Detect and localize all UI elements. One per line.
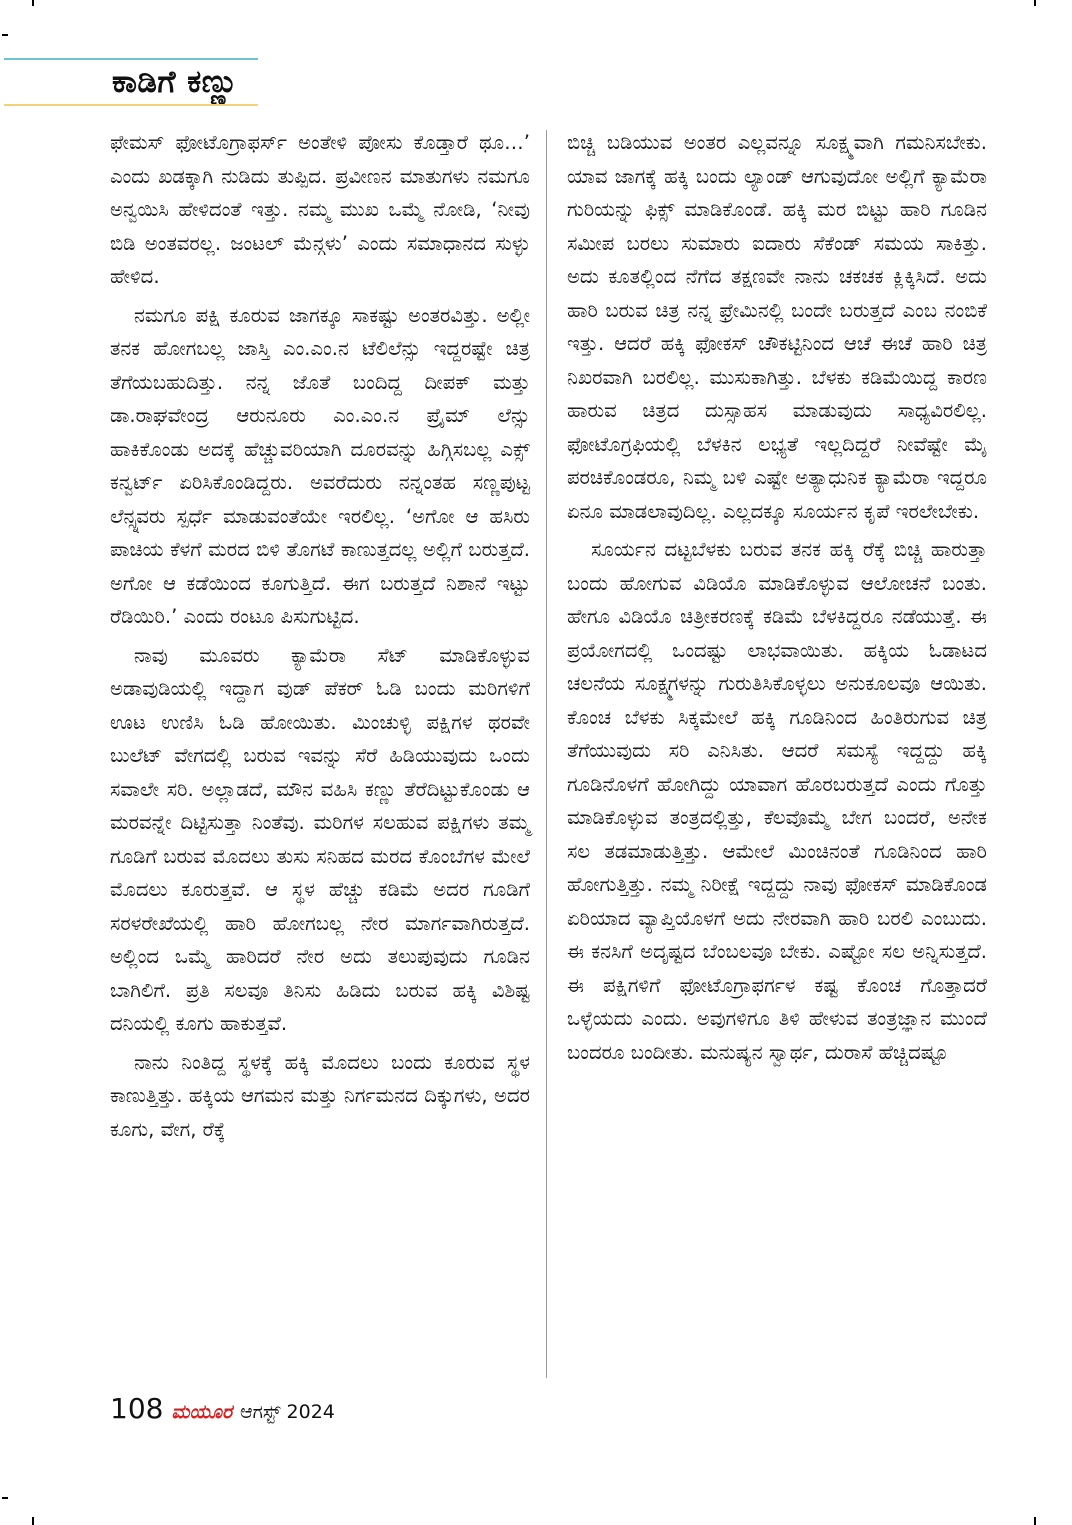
crop-mark	[1034, 0, 1036, 6]
paragraph: ನಾವು ಮೂವರು ಕ್ಯಾಮೆರಾ ಸೆಟ್ ಮಾಡಿಕೊಳ್ಳುವ ಅಡಾವುಡಿಯಲ್ಲಿ ಇದ್ದಾಗ ವುಡ್ ಪೆಕರ್ ಓಡಿ ಬಂದು ಮರಿಗಳಿಗೆ ಊಟ ಉಣಿಸಿ ಓಡಿ ಹೋಯಿತು. ಮಿಂಚುಳ್ಳಿ ಪಕ್ಷಿಗಳ ಥರವೇ ಬುಲೆಟ್ ವೇಗದಲ್ಲಿ ಬರುವ ಇವನ್ನು ಸೆರೆ ಹಿಡಿಯುವುದು ಒಂದು ಸವಾಲೇ ಸರಿ. ಅಲ್ಲಾಡದೆ, ಮೌನ ವಹಿಸಿ ಕಣ್ಣು ತೆರೆದಿಟ್ಟುಕೊಂಡು ಆ ಮರವನ್ನೇ ದಿಟ್ಟಿಸುತ್ತಾ ನಿಂತೆವು. ಮರಿಗಳ ಸಲಹುವ ಪಕ್ಷಿಗಳು ತಮ್ಮ ಗೂಡಿಗೆ ಬರುವ ಮೊದಲು ತುಸು ಸನಿಹದ ಮರದ ಕೊಂಬೆಗಳ ಮೇಲೆ ಮೊದಲು ಕೂರುತ್ತವೆ. ಆ ಸ್ಥಳ ಹೆಚ್ಚು ಕಡಿಮೆ ಅದರ ಗೂಡಿಗೆ ಸರಳರೇಖೆಯಲ್ಲಿ ಹಾರಿ ಹೋಗಬಲ್ಲ ನೇರ ಮಾರ್ಗವಾಗಿರುತ್ತದೆ. ಅಲ್ಲಿಂದ ಒಮ್ಮೆ ಹಾರಿದರೆ ನೇರ ಅದು ತಲುಪುವುದು ಗೂಡಿನ ಬಾಗಿಲಿಗೆ. ಪ್ರತಿ ಸಲವೂ ತಿನಿಸು ಹಿಡಿದು ಬರುವ ಹಕ್ಕಿ ವಿಶಿಷ್ಟ ದನಿಯಲ್ಲಿ ಕೂಗು ಹಾಕುತ್ತವೆ.	[110, 643, 530, 1035]
header-accent-rule-bottom	[4, 104, 258, 106]
paragraph: ಸೂರ್ಯನ ದಟ್ಟಬೆಳಕು ಬರುವ ತನಕ ಹಕ್ಕಿ ರೆಕ್ಕೆ ಬಿಚ್ಚಿ ಹಾರುತ್ತಾ ಬಂದು ಹೋಗುವ ವಿಡಿಯೊ ಮಾಡಿಕೊಳ್ಳುವ ಆಲೋಚನೆ ಬಂತು. ಹೇಗೂ ವಿಡಿಯೊ ಚಿತ್ರೀಕರಣಕ್ಕೆ ಕಡಿಮೆ ಬೆಳಕಿದ್ದರೂ ನಡೆಯುತ್ತೆ. ಈ ಪ್ರಯೋಗದಲ್ಲಿ ಒಂದಷ್ಟು ಲಾಭವಾಯಿತು. ಹಕ್ಕಿಯ ಓಡಾಟದ ಚಲನೆಯ ಸೂಕ್ಷ್ಮಗಳನ್ನು ಗುರುತಿಸಿಕೊಳ್ಳಲು ಅನುಕೂಲವೂ ಆಯಿತು. ಕೊಂಚ ಬೆಳಕು ಸಿಕ್ಕಮೇಲೆ ಹಕ್ಕಿ ಗೂಡಿನಿಂದ ಹಿಂತಿರುಗುವ ಚಿತ್ರ ತೆಗೆಯುವುದು ಸರಿ ಎನಿಸಿತು. ಆದರೆ ಸಮಸ್ಯೆ ಇದ್ದದ್ದು ಹಕ್ಕಿ ಗೂಡಿನೊಳಗೆ ಹೋಗಿದ್ದು ಯಾವಾಗ ಹೊರಬರುತ್ತದೆ ಎಂದು ಗೊತ್ತು ಮಾಡಿಕೊಳ್ಳುವ ತಂತ್ರದಲ್ಲಿತ್ತು, ಕೆಲವೊಮ್ಮೆ ಬೇಗ ಬಂದರೆ, ಅನೇಕ ಸಲ ತಡಮಾಡುತ್ತಿತ್ತು. ಆಮೇಲೆ ಮಿಂಚಿನಂತೆ ಗೂಡಿನಿಂದ ಹಾರಿ ಹೋಗುತ್ತಿತ್ತು. ನಮ್ಮ ನಿರೀಕ್ಷೆ ಇದ್ದದ್ದು ನಾವು ಫೋಕಸ್ ಮಾಡಿಕೊಂಡ ಏರಿಯಾದ ವ್ಯಾಪ್ತಿಯೊಳಗೆ ಅದು ನೇರವಾಗಿ ಹಾರಿ ಬರಲಿ ಎಂಬುದು. ಈ ಕನಸಿಗೆ ಅದೃಷ್ಟದ ಬೆಂಬಲವೂ ಬೇಕು. ಎಷ್ಟೋ ಸಲ ಅನ್ನಿಸುತ್ತದೆ. ಈ ಪಕ್ಷಿಗಳಿಗೆ ಫೋಟೊಗ್ರಾಫರ್ಗಳ ಕಷ್ಟ ಕೊಂಚ ಗೊತ್ತಾದರೆ ಒಳ್ಳೆಯದು ಎಂದು. ಅವುಗಳಿಗೂ ತಿಳಿ ಹೇಳುವ ತಂತ್ರಜ್ಞಾನ ಮುಂದೆ ಬಂದರೂ ಬಂದೀತು. ಮನುಷ್ಯನ ಸ್ವಾರ್ಥ, ದುರಾಸೆ ಹೆಚ್ಚಿದಷ್ಟೂ	[567, 538, 987, 1064]
section-title: ಕಾಡಿಗೆ ಕಣ್ಣು	[112, 64, 239, 100]
crop-mark	[1034, 1517, 1036, 1525]
paragraph: ಫೇಮಸ್ ಫೋಟೊಗ್ರಾಫರ್ಸ್ ಅಂತೇಳಿ ಪೋಸು ಕೊಡ್ತಾರೆ ಥೂ…’ ಎಂದು ಖಡಕ್ಕಾಗಿ ನುಡಿದು ತುಪ್ಪಿದ. ಪ್ರವೀಣನ ಮಾತುಗಳು ನಮಗೂ ಅನ್ವಯಿಸಿ ಹೇಳಿದಂತೆ ಇತ್ತು. ನಮ್ಮ ಮುಖ ಒಮ್ಮೆ ನೋಡಿ, ‘ನೀವು ಬಿಡಿ ಅಂತವರಲ್ಲ. ಜಂಟಲ್ ಮೆನ್ಗಳು’ ಎಂದು ಸಮಾಧಾನದ ಸುಳ್ಳು ಹೇಳಿದ.	[110, 131, 530, 288]
crop-mark	[32, 0, 34, 6]
paragraph: ನಮಗೂ ಪಕ್ಷಿ ಕೂರುವ ಜಾಗಕ್ಕೂ ಸಾಕಷ್ಟು ಅಂತರವಿತ್ತು. ಅಲ್ಲೀ ತನಕ ಹೋಗಬಲ್ಲ ಜಾಸ್ತಿ ಎಂ.ಎಂ.ನ ಟೆಲಿಲೆನ್ಸು ಇದ್ದರಷ್ಟೇ ಚಿತ್ರ ತೆಗೆಯಬಹುದಿತ್ತು. ನನ್ನ ಜೊತೆ ಬಂದಿದ್ದ ದೀಪಕ್ ಮತ್ತು ಡಾ.ರಾಘವೇಂದ್ರ ಆರುನೂರು ಎಂ.ಎಂ.ನ ಪ್ರೈಮ್ ಲೆನ್ಸು ಹಾಕಿಕೊಂಡು ಅದಕ್ಕೆ ಹೆಚ್ಚುವರಿಯಾಗಿ ದೂರವನ್ನು ಹಿಗ್ಗಿಸಬಲ್ಲ ಎಕ್ಸ್ ಕನ್ವರ್ಟ್ ಏರಿಸಿಕೊಂಡಿದ್ದರು. ಅವರೆದುರು ನನ್ನಂತಹ ಸಣ್ಣಪುಟ್ಟ ಲೆನ್ಸ್ನವರು ಸ್ಪರ್ಧೆ ಮಾಡುವಂತೆಯೇ ಇರಲಿಲ್ಲ. ‘ಅಗೋ ಆ ಹಸಿರು ಪಾಚಿಯ ಕೆಳಗೆ ಮರದ ಬಿಳಿ ತೊಗಟೆ ಕಾಣುತ್ತದಲ್ಲ ಅಲ್ಲಿಗೆ ಬರುತ್ತದೆ. ಅಗೋ ಆ ಕಡೆಯಿಂದ ಕೂಗುತ್ತಿದೆ. ಈಗ ಬರುತ್ತದೆ ನಿಶಾನೆ ಇಟ್ಟು ರೆಡಿಯಿರಿ.’ ಎಂದು ರಂಟೂ ಪಿಸುಗುಟ್ಟಿದ.	[110, 303, 530, 628]
page-number: 108	[110, 1392, 164, 1425]
crop-mark	[2, 34, 8, 36]
paragraph: ಬಿಚ್ಚಿ ಬಡಿಯುವ ಅಂತರ ಎಲ್ಲವನ್ನೂ ಸೂಕ್ಷ್ಮವಾಗಿ ಗಮನಿಸಬೇಕು. ಯಾವ ಜಾಗಕ್ಕೆ ಹಕ್ಕಿ ಬಂದು ಲ್ಯಾಂಡ್ ಆಗುವುದೋ ಅಲ್ಲಿಗೆ ಕ್ಯಾಮೆರಾ ಗುರಿಯನ್ನು ಫಿಕ್ಸ್ ಮಾಡಿಕೊಂಡೆ. ಹಕ್ಕಿ ಮರ ಬಿಟ್ಟು ಹಾರಿ ಗೂಡಿನ ಸಮೀಪ ಬರಲು ಸುಮಾರು ಐದಾರು ಸೆಕೆಂಡ್ ಸಮಯ ಸಾಕಿತ್ತು. ಅದು ಕೂತಲ್ಲಿಂದ ನೆಗೆದ ತಕ್ಷಣವೇ ನಾನು ಚಕಚಕ ಕ್ಲಿಕ್ಕಿಸಿದೆ. ಅದು ಹಾರಿ ಬರುವ ಚಿತ್ರ ನನ್ನ ಫ್ರೇಮಿನಲ್ಲಿ ಬಂದೇ ಬರುತ್ತದೆ ಎಂಬ ನಂಬಿಕೆ ಇತ್ತು. ಆದರೆ ಹಕ್ಕಿ ಫೋಕಸ್ ಚೌಕಟ್ಟಿನಿಂದ ಆಚೆ ಈಚೆ ಹಾರಿ ಚಿತ್ರ ನಿಖರವಾಗಿ ಬರಲಿಲ್ಲ. ಮುಸುಕಾಗಿತ್ತು. ಬೆಳಕು ಕಡಿಮೆಯಿದ್ದ ಕಾರಣ ಹಾರುವ ಚಿತ್ರದ ದುಸ್ಸಾಹಸ ಮಾಡುವುದು ಸಾಧ್ಯವಿರಲಿಲ್ಲ. ಫೋಟೊಗ್ರಫಿಯಲ್ಲಿ ಬೆಳಕಿನ ಲಭ್ಯತೆ ಇಲ್ಲದಿದ್ದರೆ ನೀವೆಷ್ಟೇ ಮೈ ಪರಚಿಕೊಂಡರೂ, ನಿಮ್ಮ ಬಳಿ ಎಷ್ಟೇ ಅತ್ಯಾಧುನಿಕ ಕ್ಯಾಮೆರಾ ಇದ್ದರೂ ಏನೂ ಮಾಡಲಾವುದಿಲ್ಲ. ಎಲ್ಲದಕ್ಕೂ ಸೂರ್ಯನ ಕೃಪೆ ಇರಲೇಬೇಕು.	[567, 131, 987, 523]
page-footer	[110, 1392, 335, 1428]
crop-mark	[2, 1497, 8, 1499]
issue-date: ಆಗಸ್ಟ್ 2024	[240, 1401, 335, 1423]
magazine-logo: ಮಯೂರ	[171, 1401, 233, 1423]
article-column-right	[567, 126, 987, 1074]
header-accent-rule-top	[4, 58, 258, 60]
article-column-left	[110, 126, 530, 1151]
column-divider	[546, 130, 547, 1378]
paragraph: ನಾನು ನಿಂತಿದ್ದ ಸ್ಥಳಕ್ಕೆ ಹಕ್ಕಿ ಮೊದಲು ಬಂದು ಕೂರುವ ಸ್ಥಳ ಕಾಣುತ್ತಿತ್ತು. ಹಕ್ಕಿಯ ಆಗಮನ ಮತ್ತು ನಿರ್ಗಮನದ ದಿಕ್ಕುಗಳು, ಅದರ ಕೂಗು, ವೇಗ, ರೆಕ್ಕೆ	[110, 1050, 530, 1141]
crop-mark	[32, 1517, 34, 1525]
